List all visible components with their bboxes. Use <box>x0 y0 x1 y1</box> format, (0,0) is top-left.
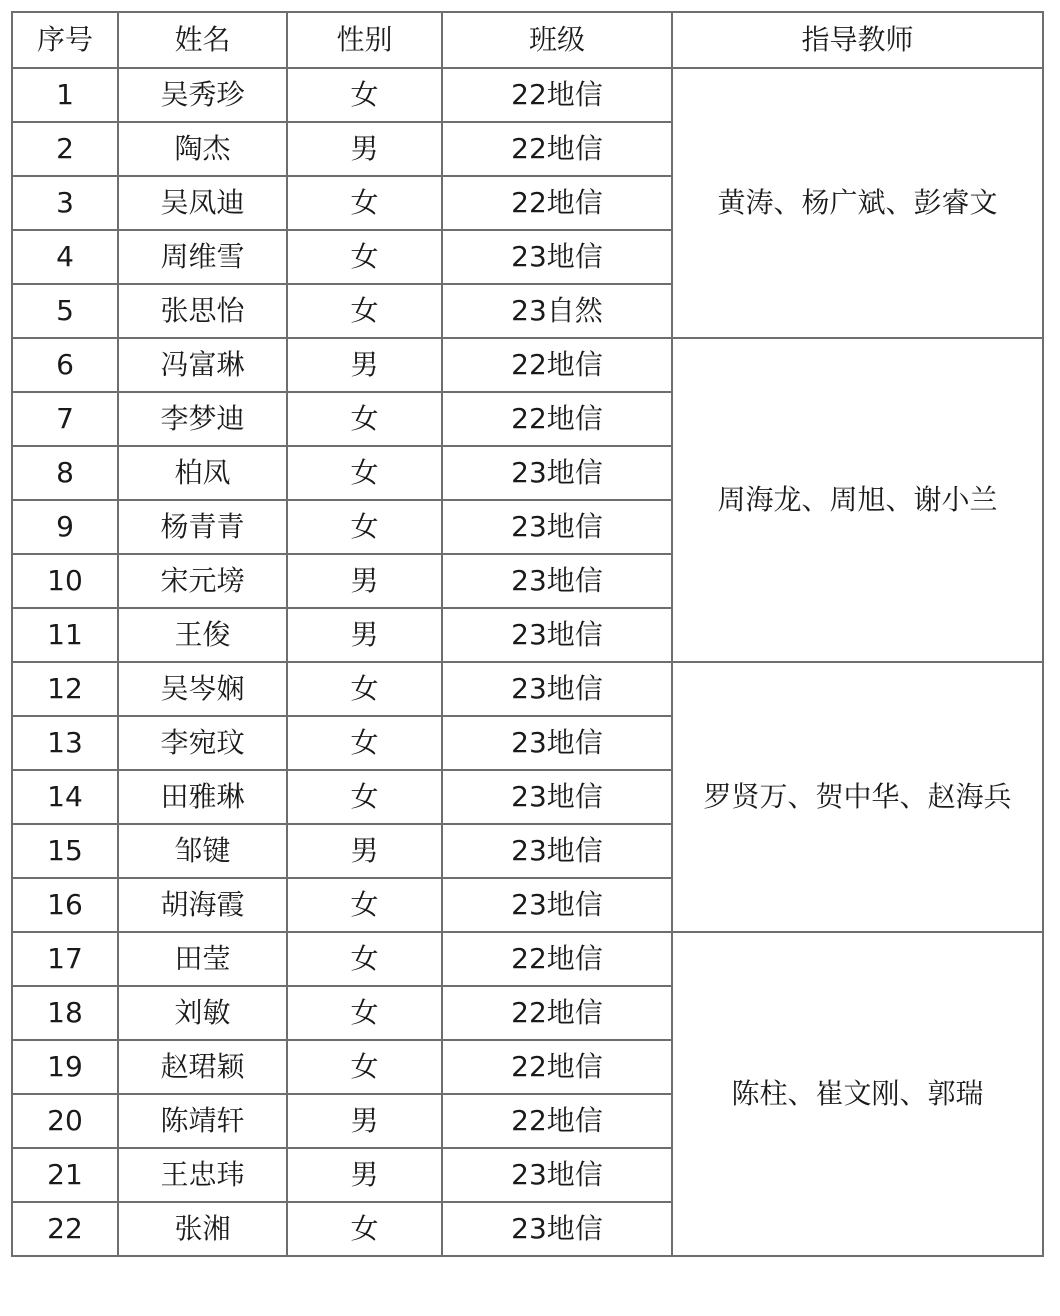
cell-name: 张思怡 <box>118 284 287 338</box>
cell-advisor-group: 黄涛、杨广斌、彭睿文 <box>672 68 1043 338</box>
cell-class: 22地信 <box>442 338 672 392</box>
cell-name: 柏凤 <box>118 446 287 500</box>
cell-class: 23地信 <box>442 554 672 608</box>
cell-gender: 女 <box>287 986 442 1040</box>
cell-serial-number: 13 <box>12 716 118 770</box>
cell-gender: 女 <box>287 446 442 500</box>
cell-name: 杨青青 <box>118 500 287 554</box>
cell-gender: 女 <box>287 662 442 716</box>
cell-class: 22地信 <box>442 1040 672 1094</box>
table-row <box>12 662 1043 716</box>
cell-serial-number: 6 <box>12 338 118 392</box>
cell-name: 陶杰 <box>118 122 287 176</box>
cell-serial-number: 21 <box>12 1148 118 1202</box>
table-body <box>12 68 1043 1256</box>
cell-class: 23地信 <box>442 770 672 824</box>
student-advisor-table <box>11 11 1044 1257</box>
cell-gender: 男 <box>287 608 442 662</box>
cell-serial-number: 16 <box>12 878 118 932</box>
cell-class: 23地信 <box>442 446 672 500</box>
cell-name: 陈靖轩 <box>118 1094 287 1148</box>
table-row <box>12 338 1043 392</box>
cell-class: 22地信 <box>442 986 672 1040</box>
cell-gender: 男 <box>287 1094 442 1148</box>
cell-gender: 女 <box>287 1202 442 1256</box>
cell-class: 23地信 <box>442 230 672 284</box>
cell-gender: 女 <box>287 932 442 986</box>
cell-serial-number: 11 <box>12 608 118 662</box>
cell-serial-number: 22 <box>12 1202 118 1256</box>
cell-serial-number: 9 <box>12 500 118 554</box>
cell-gender: 男 <box>287 122 442 176</box>
cell-class: 23地信 <box>442 878 672 932</box>
cell-class: 23地信 <box>442 716 672 770</box>
cell-name: 吴岑娴 <box>118 662 287 716</box>
header-gender: 性别 <box>287 12 442 68</box>
cell-serial-number: 17 <box>12 932 118 986</box>
cell-gender: 女 <box>287 716 442 770</box>
cell-class: 22地信 <box>442 68 672 122</box>
header-advisor: 指导教师 <box>672 12 1043 68</box>
cell-class: 22地信 <box>442 932 672 986</box>
cell-name: 吴凤迪 <box>118 176 287 230</box>
cell-advisor-group: 罗贤万、贺中华、赵海兵 <box>672 662 1043 932</box>
cell-class: 22地信 <box>442 1094 672 1148</box>
cell-serial-number: 10 <box>12 554 118 608</box>
cell-name: 李宛玟 <box>118 716 287 770</box>
cell-serial-number: 19 <box>12 1040 118 1094</box>
cell-class: 23地信 <box>442 824 672 878</box>
cell-serial-number: 2 <box>12 122 118 176</box>
cell-class: 23地信 <box>442 500 672 554</box>
header-serial-number: 序号 <box>12 12 118 68</box>
cell-gender: 男 <box>287 338 442 392</box>
cell-serial-number: 15 <box>12 824 118 878</box>
cell-serial-number: 14 <box>12 770 118 824</box>
cell-serial-number: 8 <box>12 446 118 500</box>
cell-name: 王俊 <box>118 608 287 662</box>
cell-serial-number: 12 <box>12 662 118 716</box>
cell-gender: 女 <box>287 500 442 554</box>
cell-gender: 女 <box>287 284 442 338</box>
cell-name: 周维雪 <box>118 230 287 284</box>
cell-gender: 女 <box>287 68 442 122</box>
cell-gender: 男 <box>287 554 442 608</box>
cell-gender: 女 <box>287 878 442 932</box>
cell-gender: 男 <box>287 1148 442 1202</box>
table-row <box>12 932 1043 986</box>
cell-name: 李梦迪 <box>118 392 287 446</box>
cell-gender: 女 <box>287 1040 442 1094</box>
cell-class: 23地信 <box>442 662 672 716</box>
cell-serial-number: 3 <box>12 176 118 230</box>
cell-class: 23自然 <box>442 284 672 338</box>
cell-name: 赵珺颖 <box>118 1040 287 1094</box>
cell-gender: 男 <box>287 824 442 878</box>
cell-serial-number: 5 <box>12 284 118 338</box>
cell-serial-number: 1 <box>12 68 118 122</box>
cell-class: 22地信 <box>442 122 672 176</box>
cell-serial-number: 18 <box>12 986 118 1040</box>
cell-name: 邹键 <box>118 824 287 878</box>
cell-class: 23地信 <box>442 1202 672 1256</box>
table-row <box>12 68 1043 122</box>
cell-serial-number: 7 <box>12 392 118 446</box>
cell-name: 胡海霞 <box>118 878 287 932</box>
cell-class: 22地信 <box>442 176 672 230</box>
cell-name: 张湘 <box>118 1202 287 1256</box>
cell-serial-number: 4 <box>12 230 118 284</box>
cell-advisor-group: 周海龙、周旭、谢小兰 <box>672 338 1043 662</box>
cell-name: 王忠玮 <box>118 1148 287 1202</box>
cell-class: 22地信 <box>442 392 672 446</box>
header-class: 班级 <box>442 12 672 68</box>
cell-name: 田雅琳 <box>118 770 287 824</box>
cell-name: 冯富琳 <box>118 338 287 392</box>
cell-advisor-group: 陈柱、崔文刚、郭瑞 <box>672 932 1043 1256</box>
cell-gender: 女 <box>287 230 442 284</box>
cell-name: 田莹 <box>118 932 287 986</box>
header-row <box>12 12 1043 68</box>
cell-gender: 女 <box>287 392 442 446</box>
cell-serial-number: 20 <box>12 1094 118 1148</box>
cell-name: 刘敏 <box>118 986 287 1040</box>
cell-class: 23地信 <box>442 1148 672 1202</box>
cell-name: 吴秀珍 <box>118 68 287 122</box>
cell-name: 宋元塝 <box>118 554 287 608</box>
cell-gender: 女 <box>287 770 442 824</box>
header-name: 姓名 <box>118 12 287 68</box>
cell-gender: 女 <box>287 176 442 230</box>
cell-class: 23地信 <box>442 608 672 662</box>
